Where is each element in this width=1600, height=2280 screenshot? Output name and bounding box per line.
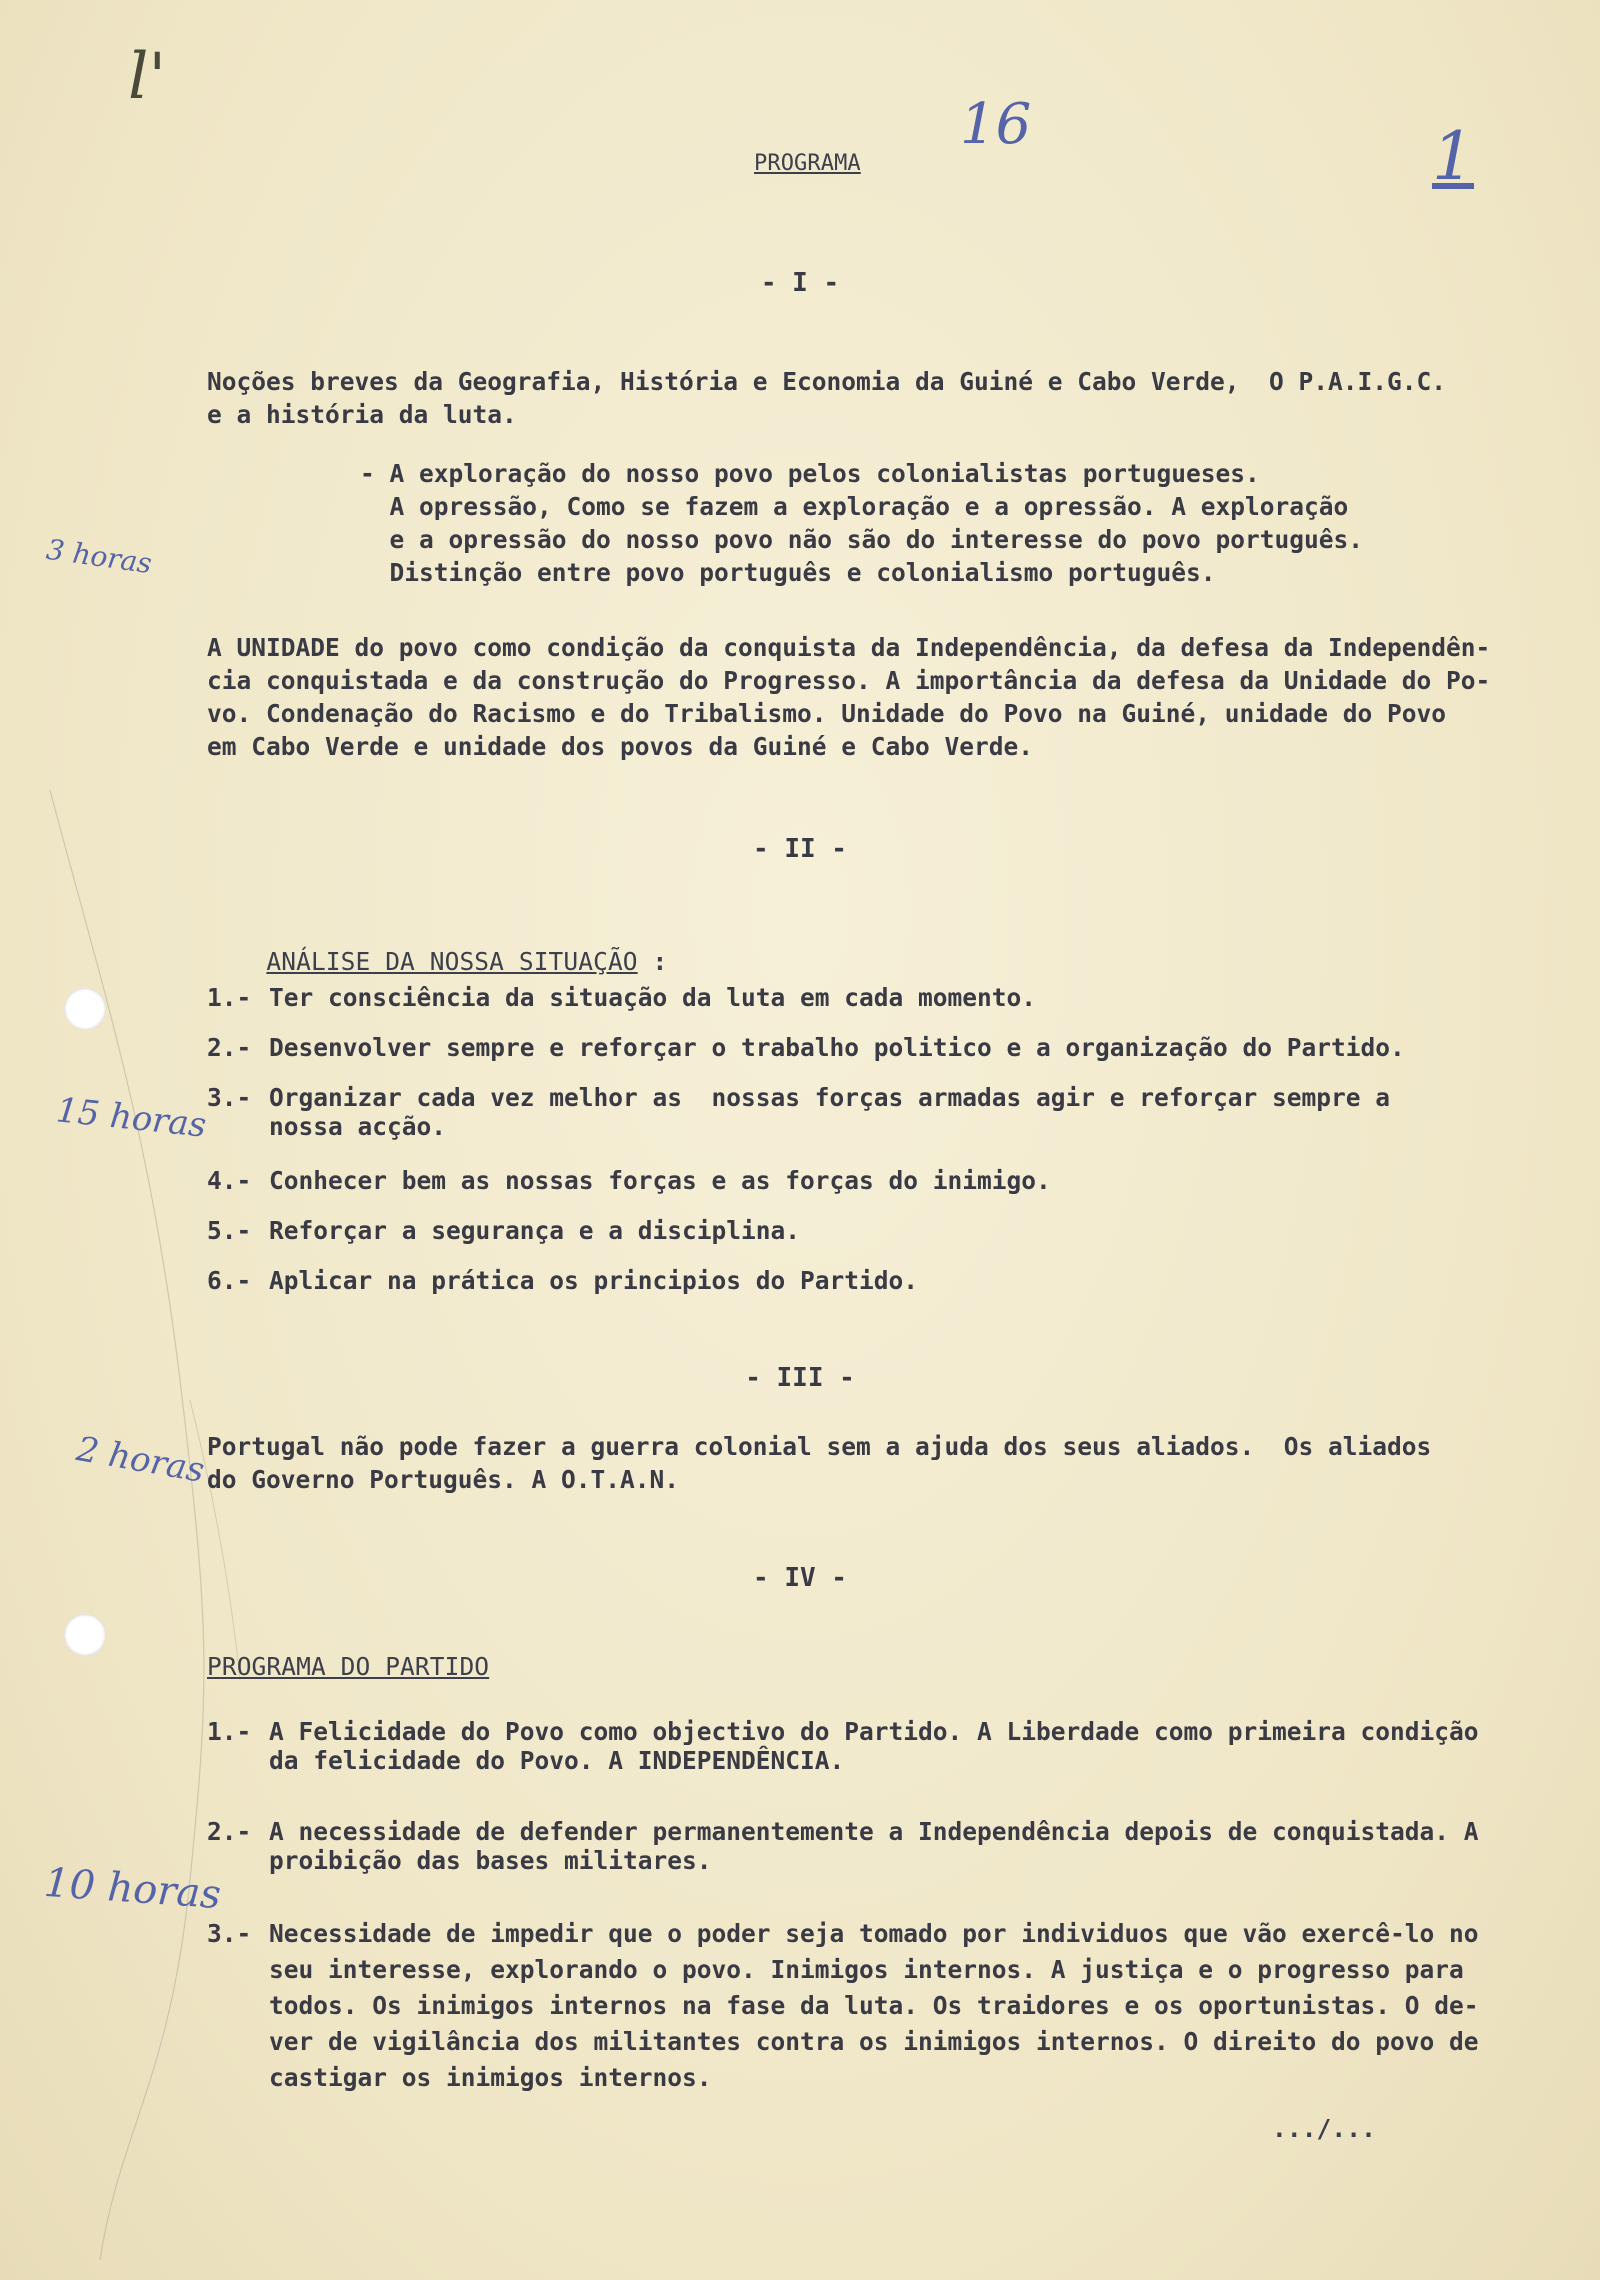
section-4-item-text: da felicidade do Povo. A INDEPENDÊNCIA. [269, 1746, 845, 1775]
section-2-item [207, 1216, 800, 1245]
section-2-heading: ANÁLISE DA NOSSA SITUAÇÃO [266, 947, 638, 976]
section-1-sub-line: e a opressão do nosso povo não são do interesse do povo português. [360, 525, 1364, 554]
section-1-intro [207, 365, 1587, 431]
section-2-item-text: Desenvolver sempre e reforçar o trabalho politico e a organização do Partido. [269, 1033, 1405, 1062]
section-4-item [207, 1817, 1479, 1875]
handwritten-hours-section-2: 15 horas [54, 1090, 209, 1146]
section-2-item-number: 6.- [207, 1266, 252, 1295]
section-1-unity-line: cia conquistada e da construção do Progresso. A importância da defesa da Unidade do Po- [207, 666, 1491, 695]
section-3-line: Portugal não pode fazer a guerra colonial sem a ajuda dos seus aliados. Os aliados [207, 1432, 1432, 1461]
section-4-item-text: todos. Os inimigos internos na fase da luta. Os traidores e os oportunistas. O de- [269, 1991, 1479, 2020]
section-3-marker: - III - [745, 1363, 855, 1393]
section-1-unity [207, 631, 1587, 763]
section-1-unity-line: em Cabo Verde e unidade dos povos da Guiné e Cabo Verde. [207, 732, 1034, 761]
section-2-item-number: 3.- [207, 1083, 252, 1112]
section-4-item-text: A Felicidade do Povo como objectivo do Partido. A Liberdade como primeira condição [269, 1717, 1479, 1746]
section-4-heading: PROGRAMA DO PARTIDO [207, 1652, 490, 1681]
handwritten-hours-section-1: 3 horas [44, 532, 154, 581]
section-2-item-number: 2.- [207, 1033, 252, 1062]
section-4-item-text: proibição das bases militares. [269, 1846, 712, 1875]
section-2-item [207, 1266, 918, 1295]
section-2-item-text: Aplicar na prática os principios do Partido. [269, 1266, 919, 1295]
section-1-sub-line: - A exploração do nosso povo pelos colonialistas portugueses. [360, 459, 1260, 488]
section-4-item-number: 1.- [207, 1717, 252, 1746]
section-1-marker: - I - [760, 268, 840, 298]
section-1-unity-line: vo. Condenação do Racismo e do Tribalismo. Unidade do Povo na Guiné, unidade do Povo [207, 699, 1447, 728]
section-4-item-text: Necessidade de impedir que o poder seja tomado por individuos que vão exercê-lo no [269, 1919, 1479, 1948]
section-2-marker: - II - [753, 834, 847, 864]
handwritten-hours-section-4: 10 horas [42, 1859, 223, 1919]
continuation-marker: .../... [1272, 2114, 1376, 2143]
section-3-line: do Governo Português. A O.T.A.N. [207, 1465, 680, 1494]
section-2-item-text: Conhecer bem as nossas forças e as forças do inimigo. [269, 1166, 1051, 1195]
handwritten-hours-section-3: 2 horas [73, 1429, 208, 1491]
section-4-item-text: seu interesse, explorando o povo. Inimigos internos. A justiça e o progresso para [269, 1955, 1464, 1984]
section-4-marker: - IV - [753, 1563, 847, 1593]
section-4-item-text: ver de vigilância dos militantes contra os inimigos internos. O direito do povo de [269, 2027, 1479, 2056]
section-2-item-text: Ter consciência da situação da luta em cada momento. [269, 983, 1037, 1012]
section-4-item [207, 1917, 1479, 2097]
section-3-text [207, 1430, 1587, 1496]
section-4-item-number: 3.- [207, 1919, 252, 1948]
section-2-item-number: 5.- [207, 1216, 252, 1245]
section-4-item-text: A necessidade de defender permanentemente a Independência depois de conquistada. A [269, 1817, 1479, 1846]
section-2-item-number: 1.- [207, 983, 252, 1012]
handwritten-page-ref: 16 [960, 92, 1032, 157]
section-2-item [207, 983, 1036, 1012]
section-2-item-text: nossa acção. [269, 1112, 447, 1141]
section-1-sub-line: Distinção entre povo português e colonialismo português. [360, 558, 1216, 587]
section-1-sub-line: A opressão, Como se fazem a exploração e a opressão. A exploração [360, 492, 1349, 521]
section-2-heading-suffix: : [637, 947, 668, 976]
section-2-item [207, 1033, 1405, 1062]
section-1-intro-line: Noções breves da Geografia, História e Economia da Guiné e Cabo Verde, O P.A.I.G.C. [207, 367, 1447, 396]
section-4-item [207, 1717, 1479, 1775]
handwritten-page-number: 1 [1432, 118, 1474, 195]
document-title: PROGRAMA [754, 151, 861, 176]
section-2-item-number: 4.- [207, 1166, 252, 1195]
section-1-unity-line: A UNIDADE do povo como condição da conquista da Independência, da defesa da Independên- [207, 633, 1491, 662]
section-2-item-text: Reforçar a segurança e a disciplina. [269, 1216, 801, 1245]
section-1-intro-line: e a história da luta. [207, 400, 517, 429]
handwritten-top-left-mark: l' [128, 40, 167, 114]
section-2-item [207, 1166, 1051, 1195]
section-4-item-text: castigar os inimigos internos. [269, 2063, 712, 2092]
section-2-item-text: Organizar cada vez melhor as nossas forças armadas agir e reforçar sempre a [269, 1083, 1391, 1112]
section-1-subtopics [360, 457, 1363, 589]
section-2-item [207, 1083, 1390, 1141]
section-4-item-number: 2.- [207, 1817, 252, 1846]
